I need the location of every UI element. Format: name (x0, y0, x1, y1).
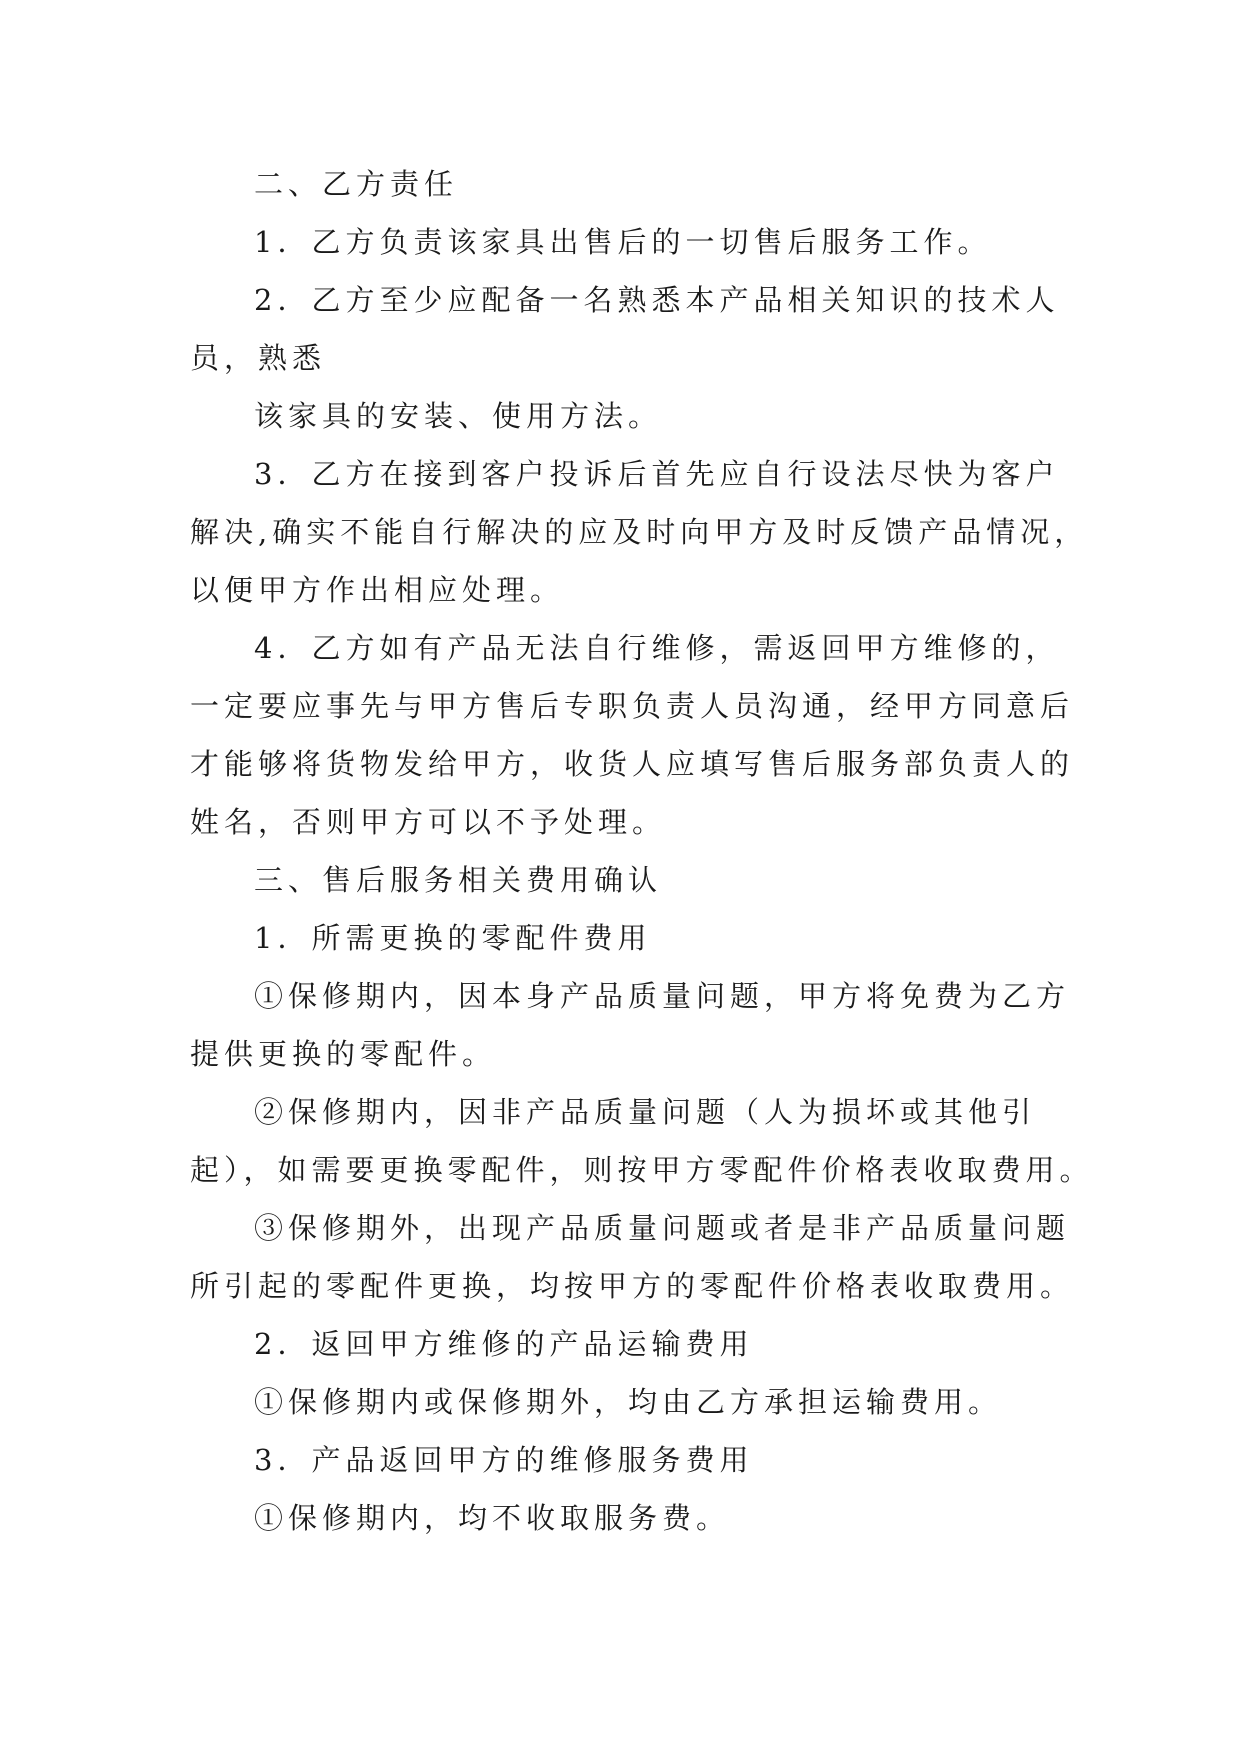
paragraph-line: 2．返回甲方维修的产品运输费用 (254, 1327, 754, 1361)
paragraph-line: 该家具的安装、使用方法。 (254, 399, 663, 433)
paragraph-line: 起），如需要更换零配件，则按甲方零配件价格表收取费用。 (190, 1153, 1094, 1187)
paragraph-line: ②保修期内，因非产品质量问题（人为损坏或其他引 (254, 1095, 1037, 1129)
paragraph-line: 2．乙方至少应配备一名熟悉本产品相关知识的技术人 (254, 283, 1060, 317)
paragraph-line: 姓名，否则甲方可以不予处理。 (190, 805, 667, 839)
paragraph-line: 3．产品返回甲方的维修服务费用 (254, 1443, 754, 1477)
section-heading: 三、售后服务相关费用确认 (254, 863, 663, 897)
paragraph-line: 才能够将货物发给甲方，收货人应填写售后服务部负责人的 (190, 747, 1075, 781)
paragraph-line: ①保修期内或保修期外，均由乙方承担运输费用。 (254, 1385, 1003, 1419)
document-body (190, 155, 1094, 1547)
paragraph-line: 一定要应事先与甲方售后专职负责人员沟通，经甲方同意后 (190, 689, 1075, 723)
paragraph-line: 提供更换的零配件。 (190, 1037, 497, 1071)
paragraph-line: ①保修期内，均不收取服务费。 (254, 1501, 731, 1535)
paragraph-line: ①保修期内，因本身产品质量问题，甲方将免费为乙方 (254, 979, 1071, 1013)
paragraph-line: 员，熟悉 (190, 341, 327, 375)
paragraph-line: 4．乙方如有产品无法自行维修，需返回甲方维修的， (254, 631, 1060, 665)
paragraph-line: 所引起的零配件更换，均按甲方的零配件价格表收取费用。 (190, 1269, 1075, 1303)
paragraph-line: 1．乙方负责该家具出售后的一切售后服务工作。 (254, 225, 992, 259)
paragraph-line: 解决,确实不能自行解决的应及时向甲方及时反馈产品情况， (190, 515, 1089, 549)
paragraph-line: 以便甲方作出相应处理。 (190, 573, 565, 607)
paragraph-line: ③保修期外，出现产品质量问题或者是非产品质量问题 (254, 1211, 1071, 1245)
section-heading: 二、乙方责任 (254, 167, 459, 201)
paragraph-line: 1．所需更换的零配件费用 (254, 921, 652, 955)
paragraph-line: 3．乙方在接到客户投诉后首先应自行设法尽快为客户 (254, 457, 1060, 491)
